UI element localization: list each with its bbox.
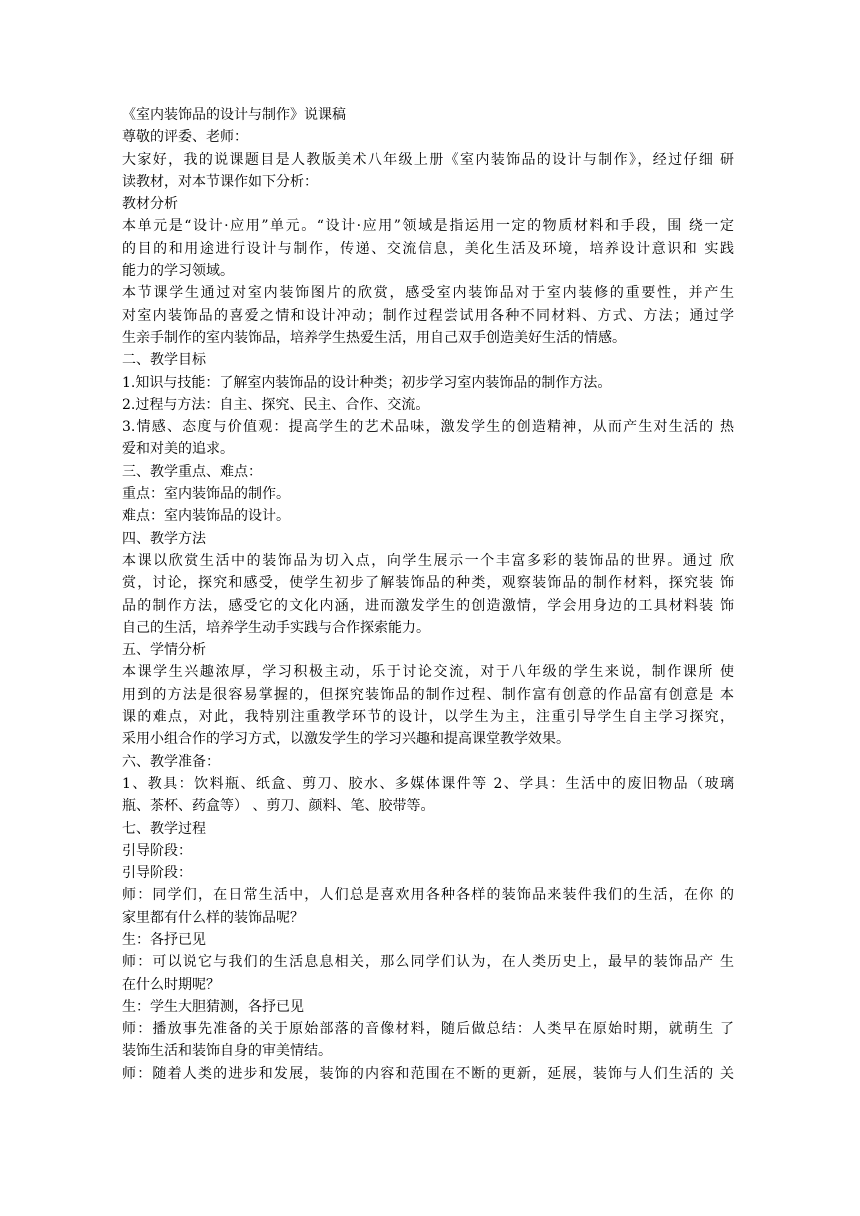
text-line: 难点：室内装饰品的设计。 [122, 508, 290, 525]
text-line: 装饰生活和装饰自身的审美情结。 [122, 1043, 332, 1060]
text-line: 七、教学过程 [122, 820, 206, 837]
text-line: 的目的和用途进行设计与制作，传递、交流信息，美化生活及环境，培养设计意识和 实践 [122, 240, 734, 257]
text-line: 四、教学方法 [122, 530, 206, 547]
text-line: 重点：室内装饰品的制作。 [122, 486, 290, 503]
text-line: 爱和对美的追求。 [122, 441, 234, 458]
text-line: 引导阶段： [122, 842, 192, 859]
text-line: 本课学生兴趣浓厚，学习积极主动，乐于讨论交流，对于八年级的学生来说，制作课所 使 [122, 664, 734, 681]
text-line: 能力的学习领域。 [122, 263, 234, 280]
text-line: 师：播放事先准备的关于原始部落的音像材料，随后做总结：人类早在原始时期，就萌生 了 [122, 1021, 734, 1038]
text-line: 本节课学生通过对室内装饰图片的欣赏，感受室内装饰品对于室内装修的重要性，并产生 [122, 285, 734, 302]
document-body [122, 104, 734, 1085]
text-line: 《室内装饰品的设计与制作》说课稿 [122, 107, 346, 123]
text-line: 生：各抒已见 [122, 931, 206, 948]
text-line: 大家好，我的说课题目是人教版美术八年级上册《室内装饰品的设计与制作》，经过仔细 研 [122, 151, 734, 168]
text-line: 二、教学目标 [122, 352, 206, 369]
text-line: 用到的方法是很容易掌握的，但探究装饰品的制作过程、制作富有创意的作品富有创意是 本 [122, 686, 734, 703]
text-line: 在什么时期呢？ [122, 976, 220, 993]
text-line: 师：同学们，在日常生活中，人们总是喜欢用各种各样的装饰品来装件我们的生活，在你 的 [122, 887, 734, 904]
text-line: 瓶、茶杯、药盒等） 、剪刀、颜料、笔、胶带等。 [122, 798, 435, 815]
text-line: 1.知识与技能：了解室内装饰品的设计种类；初步学习室内装饰品的制作方法。 [122, 374, 612, 391]
text-line: 生亲手制作的室内装饰品，培养学生热爱生活，用自己双手创造美好生活的情感。 [122, 329, 626, 346]
text-line: 采用小组合作的学习方式，以激发学生的学习兴趣和提高课堂教学效果。 [122, 731, 570, 748]
text-line: 读教材，对本节课作如下分析： [122, 173, 318, 190]
text-line: 自己的生活，培养学生动手实践与合作探索能力。 [122, 619, 430, 636]
text-line: 赏，讨论，探究和感受，使学生初步了解装饰品的种类，观察装饰品的制作材料，探究装 饰 [122, 575, 734, 592]
text-line: 师：随着人类的进步和发展，装饰的内容和范围在不断的更新，延展，装饰与人们生活的 关 [122, 1065, 734, 1082]
text-line: 家里都有什么样的装饰品呢？ [122, 909, 304, 926]
text-line: 五、学情分析 [122, 642, 206, 659]
text-line: 课的难点，对此，我特别注重教学环节的设计，以学生为主，注重引导学生自主学习探究， [122, 709, 734, 726]
text-line: 师：可以说它与我们的生活息息相关，那么同学们认为，在人类历史上，最早的装饰品产 生 [122, 954, 734, 971]
text-line: 本单元是“设计·应用”单元。“设计·应用”领域是指运用一定的物质材料和手段，围 绕一定 [122, 218, 734, 235]
text-line: 1、教具：饮料瓶、纸盒、剪刀、胶水、多媒体课件等 2、学具：生活中的废旧物品（玻璃 [122, 775, 734, 792]
text-line: 引导阶段： [122, 865, 192, 882]
text-line: 生：学生大胆猜测，各抒已见 [122, 998, 304, 1015]
text-line: 2.过程与方法：自主、探究、民主、合作、交流。 [122, 396, 430, 413]
text-line: 本课以欣赏生活中的装饰品为切入点，向学生展示一个丰富多彩的装饰品的世界。通过 欣 [122, 552, 734, 569]
text-line: 对室内装饰品的喜爱之情和设计冲动；制作过程尝试用各种不同材料、方式、方法；通过学 [122, 307, 734, 324]
text-line: 品的制作方法，感受它的文化内涵，进而激发学生的创造激情，学会用身边的工具材料装 饰 [122, 597, 734, 614]
text-line: 尊敬的评委、老师： [122, 129, 248, 146]
text-line: 六、教学准备： [122, 753, 220, 770]
text-line: 教材分析 [122, 196, 178, 213]
text-line: 三、教学重点、难点： [122, 463, 262, 480]
text-line: 3.情感、态度与价值观：提高学生的艺术品味，激发学生的创造精神，从而产生对生活的 热 [122, 419, 734, 436]
